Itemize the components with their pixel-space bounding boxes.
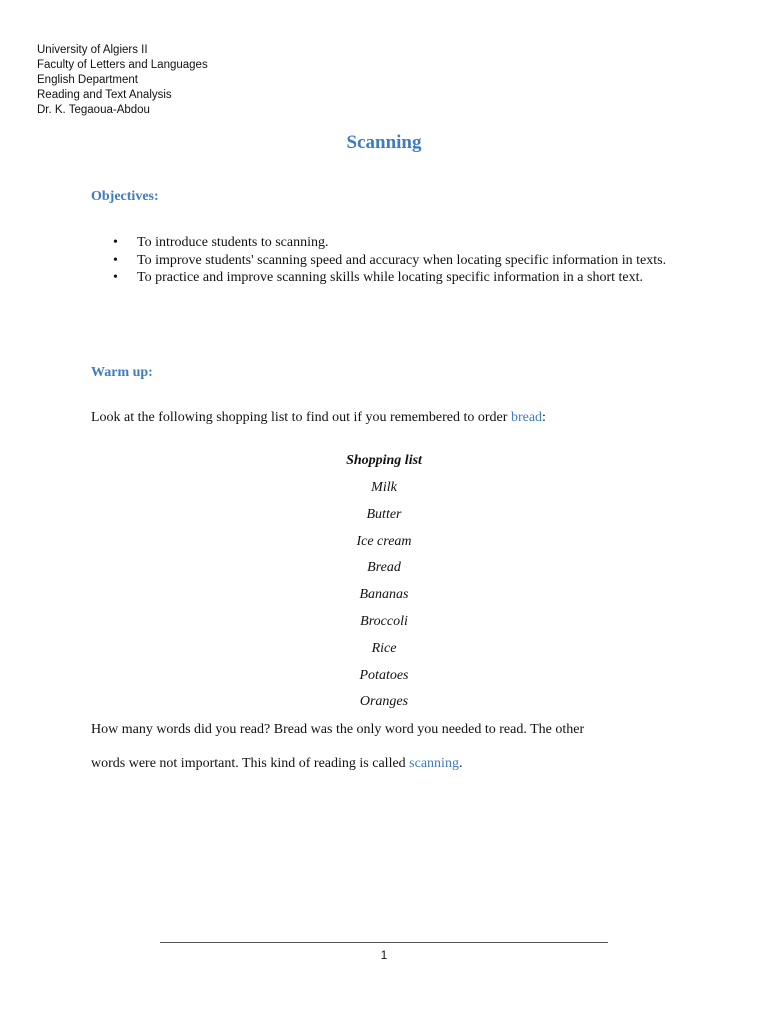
bullet-icon: • [113, 235, 118, 250]
header-university: University of Algiers II [37, 44, 148, 56]
warmup-heading: Warm up: [91, 365, 153, 380]
objective-item [91, 269, 676, 287]
page-number: 1 [380, 948, 388, 962]
instruction-colon: : [542, 410, 546, 425]
bullet-icon: • [113, 252, 118, 268]
objectives-heading: Objectives: [91, 189, 159, 204]
objective-text: To improve students' scanning speed and accuracy when locating specific information in texts. [137, 252, 667, 268]
shopping-list-item: Broccoli [360, 613, 408, 629]
conclusion-period: . [458, 756, 463, 771]
shopping-list-item: Potatoes [359, 667, 409, 683]
header-faculty: Faculty of Letters and Languages [37, 59, 208, 71]
shopping-list-item: Butter [366, 506, 402, 522]
shopping-list-item: Milk [371, 480, 397, 495]
document-header [37, 43, 208, 118]
instruction-keyword: bread [510, 410, 543, 425]
shopping-list-item: Bananas [359, 587, 409, 603]
shopping-list [0, 452, 768, 720]
header-course: Reading and Text Analysis [37, 89, 172, 101]
bullet-icon: • [113, 270, 118, 285]
objective-text: To practice and improve scanning skills while locating specific information in a short text. [137, 270, 643, 285]
shopping-list-item: Ice cream [356, 533, 412, 549]
conclusion-keyword: scanning [409, 756, 459, 771]
page-title: Scanning [346, 132, 422, 153]
conclusion-line-1: How many words did you read? Bread was the only word you needed to read. The other [91, 722, 585, 737]
shopping-list-title: Shopping list [346, 453, 422, 468]
conclusion-line-2 [91, 755, 681, 772]
objectives-list [91, 234, 676, 287]
objective-item [91, 252, 676, 270]
header-author: Dr. K. Tegaoua-Abdou [37, 104, 150, 116]
footer-divider [160, 942, 608, 943]
header-department: English Department [37, 74, 138, 86]
warmup-instruction [91, 409, 681, 426]
shopping-list-item: Rice [371, 640, 397, 656]
objective-text: To introduce students to scanning. [137, 235, 329, 250]
shopping-list-item: Bread [367, 560, 401, 576]
conclusion-text: words were not important. This kind of reading is called [91, 756, 410, 771]
objective-item [91, 234, 676, 252]
shopping-list-item: Oranges [359, 694, 409, 710]
instruction-text: Look at the following shopping list to find out if you remembered to order [91, 410, 511, 425]
